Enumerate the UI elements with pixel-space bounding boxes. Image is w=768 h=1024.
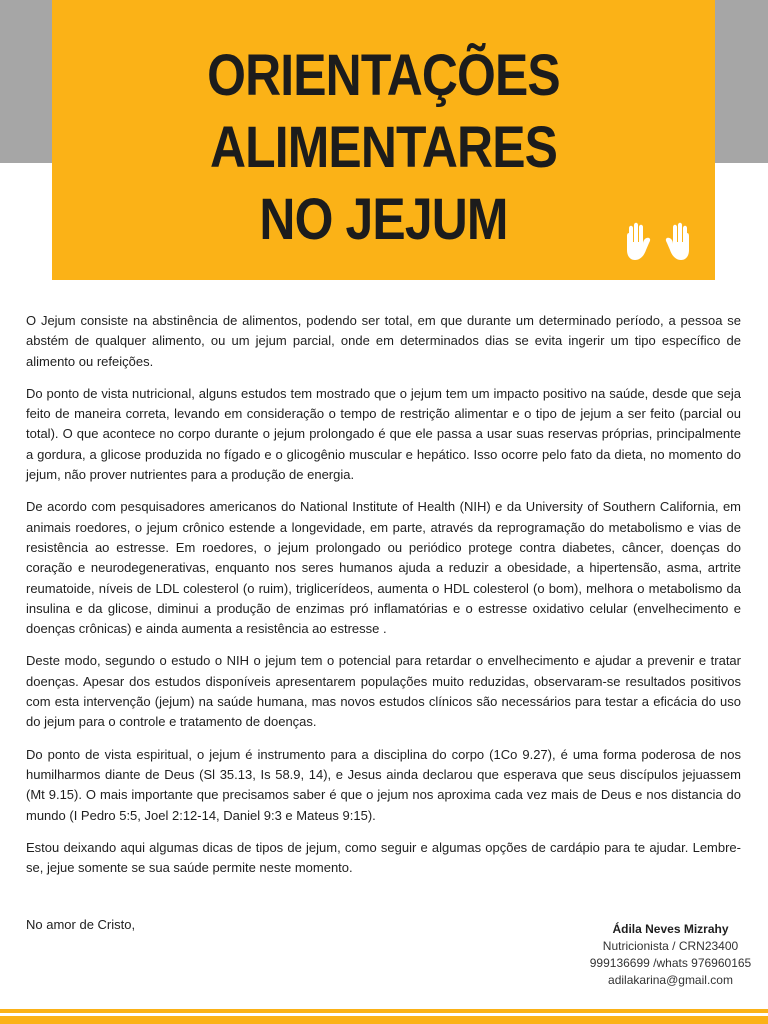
paragraph-6: Estou deixando aqui algumas dicas de tipos de jejum, como seguir e algumas opções de cardápio para te ajudar. Lembre-se, jejue somente se sua saúde permite neste momento. <box>26 839 741 876</box>
paragraph-2: Do ponto de vista nutricional, alguns estudos tem mostrado que o jejum tem um impacto positivo na saúde, desde que seja feito de maneira correta, levando em consideração o tempo de restrição alimentar e o tipo de jejum a ser feito (parcial ou total). O que acontece no corpo durante o jejum prolongado é que ele passa a usar suas reservas próprias, principalmente a gordura, a glicose produzida no fígado e o glicogênio muscular e hepático. Isso ocorre pelo fato da dieta, no momento do jejum, não prover nutrientes para a produção de energia. <box>26 385 741 483</box>
signature-name: Ádila Neves Mizrahy <box>612 922 729 936</box>
signature-block <box>588 921 753 989</box>
page-title <box>98 40 668 256</box>
footer-bar <box>0 1009 768 1024</box>
header-banner <box>52 0 715 280</box>
paragraph-5: Do ponto de vista espiritual, o jejum é instrumento para a disciplina do corpo (1Co 9.27), é uma forma poderosa de nos humilharmos diante de Deus (Sl 35.13, Is 58.9, 14), e Jesus ainda declarou que esperava que seus discípulos jejuassem (Mt 9.15). O mais importante que precisamos saber é que o jejum nos aproxima cada vez mais de Deus e nos distancia do mundo (I Pedro 5:5, Joel 2:12-14, Daniel 9:3 e Mateus 9:15). <box>26 746 741 823</box>
signature-email: adilakarina@gmail.com <box>608 973 733 987</box>
signature-phone: 999136699 /whats 976960165 <box>589 956 752 970</box>
title-line-3: NO JEJUM <box>259 187 508 252</box>
title-line-2: ALIMENTARES <box>209 115 558 180</box>
footer-divider <box>0 1013 768 1016</box>
praying-hands-icon <box>625 222 691 262</box>
title-line-1: ORIENTAÇÕES <box>207 43 560 108</box>
paragraph-1: O Jejum consiste na abstinência de alimentos, podendo ser total, em que durante um determinado período, a pessoa se abstém de qualquer alimento, ou um jejum parcial, onde em determinados dias se evita ingerir um tipo específico de alimento ou refeições. <box>26 313 741 369</box>
paragraph-3: De acordo com pesquisadores americanos do National Institute of Health (NIH) e da University of Southern California, em animais roedores, o jejum crônico estende a longevidade, em parte, através da reprogramação do metabolismo e vias de resistência ao estresse. Em roedores, o jejum prolongado ou periódico protege contra diabetes, câncer, doenças do coração e neurodegenerativas, enquanto nos seres humanos ajuda a reduzir a obesidade, a hipertensão, asma, artrite reumatoide, níveis de LDL colesterol (o ruim), triglicerídeos, aumenta o HDL colesterol (o bom), melhora o metabolismo da insulina e da glicose, diminui a produção de enzimas pró inflamatórias e o estresse oxidativo celular (envelhecimento e doenças crônicas) e ainda aumenta a resistência ao estresse . <box>26 499 741 637</box>
signature-role: Nutricionista / CRN23400 <box>602 939 739 953</box>
paragraph-4: Deste modo, segundo o estudo o NIH o jejum tem o potencial para retardar o envelhecimento e ajudar a prevenir e tratar doenças. Apesar dos estudos disponíveis apresentarem populações muito reduzidas, observaram-se resultados positivos com esta intervenção (jejum) na saúde humana, mas novos estudos clínicos são necessários para testar a eficácia do uso do jejum para o controle e tratamento de doenças. <box>26 653 741 730</box>
closing-line: No amor de Cristo, <box>26 917 136 932</box>
article-body <box>26 311 741 890</box>
